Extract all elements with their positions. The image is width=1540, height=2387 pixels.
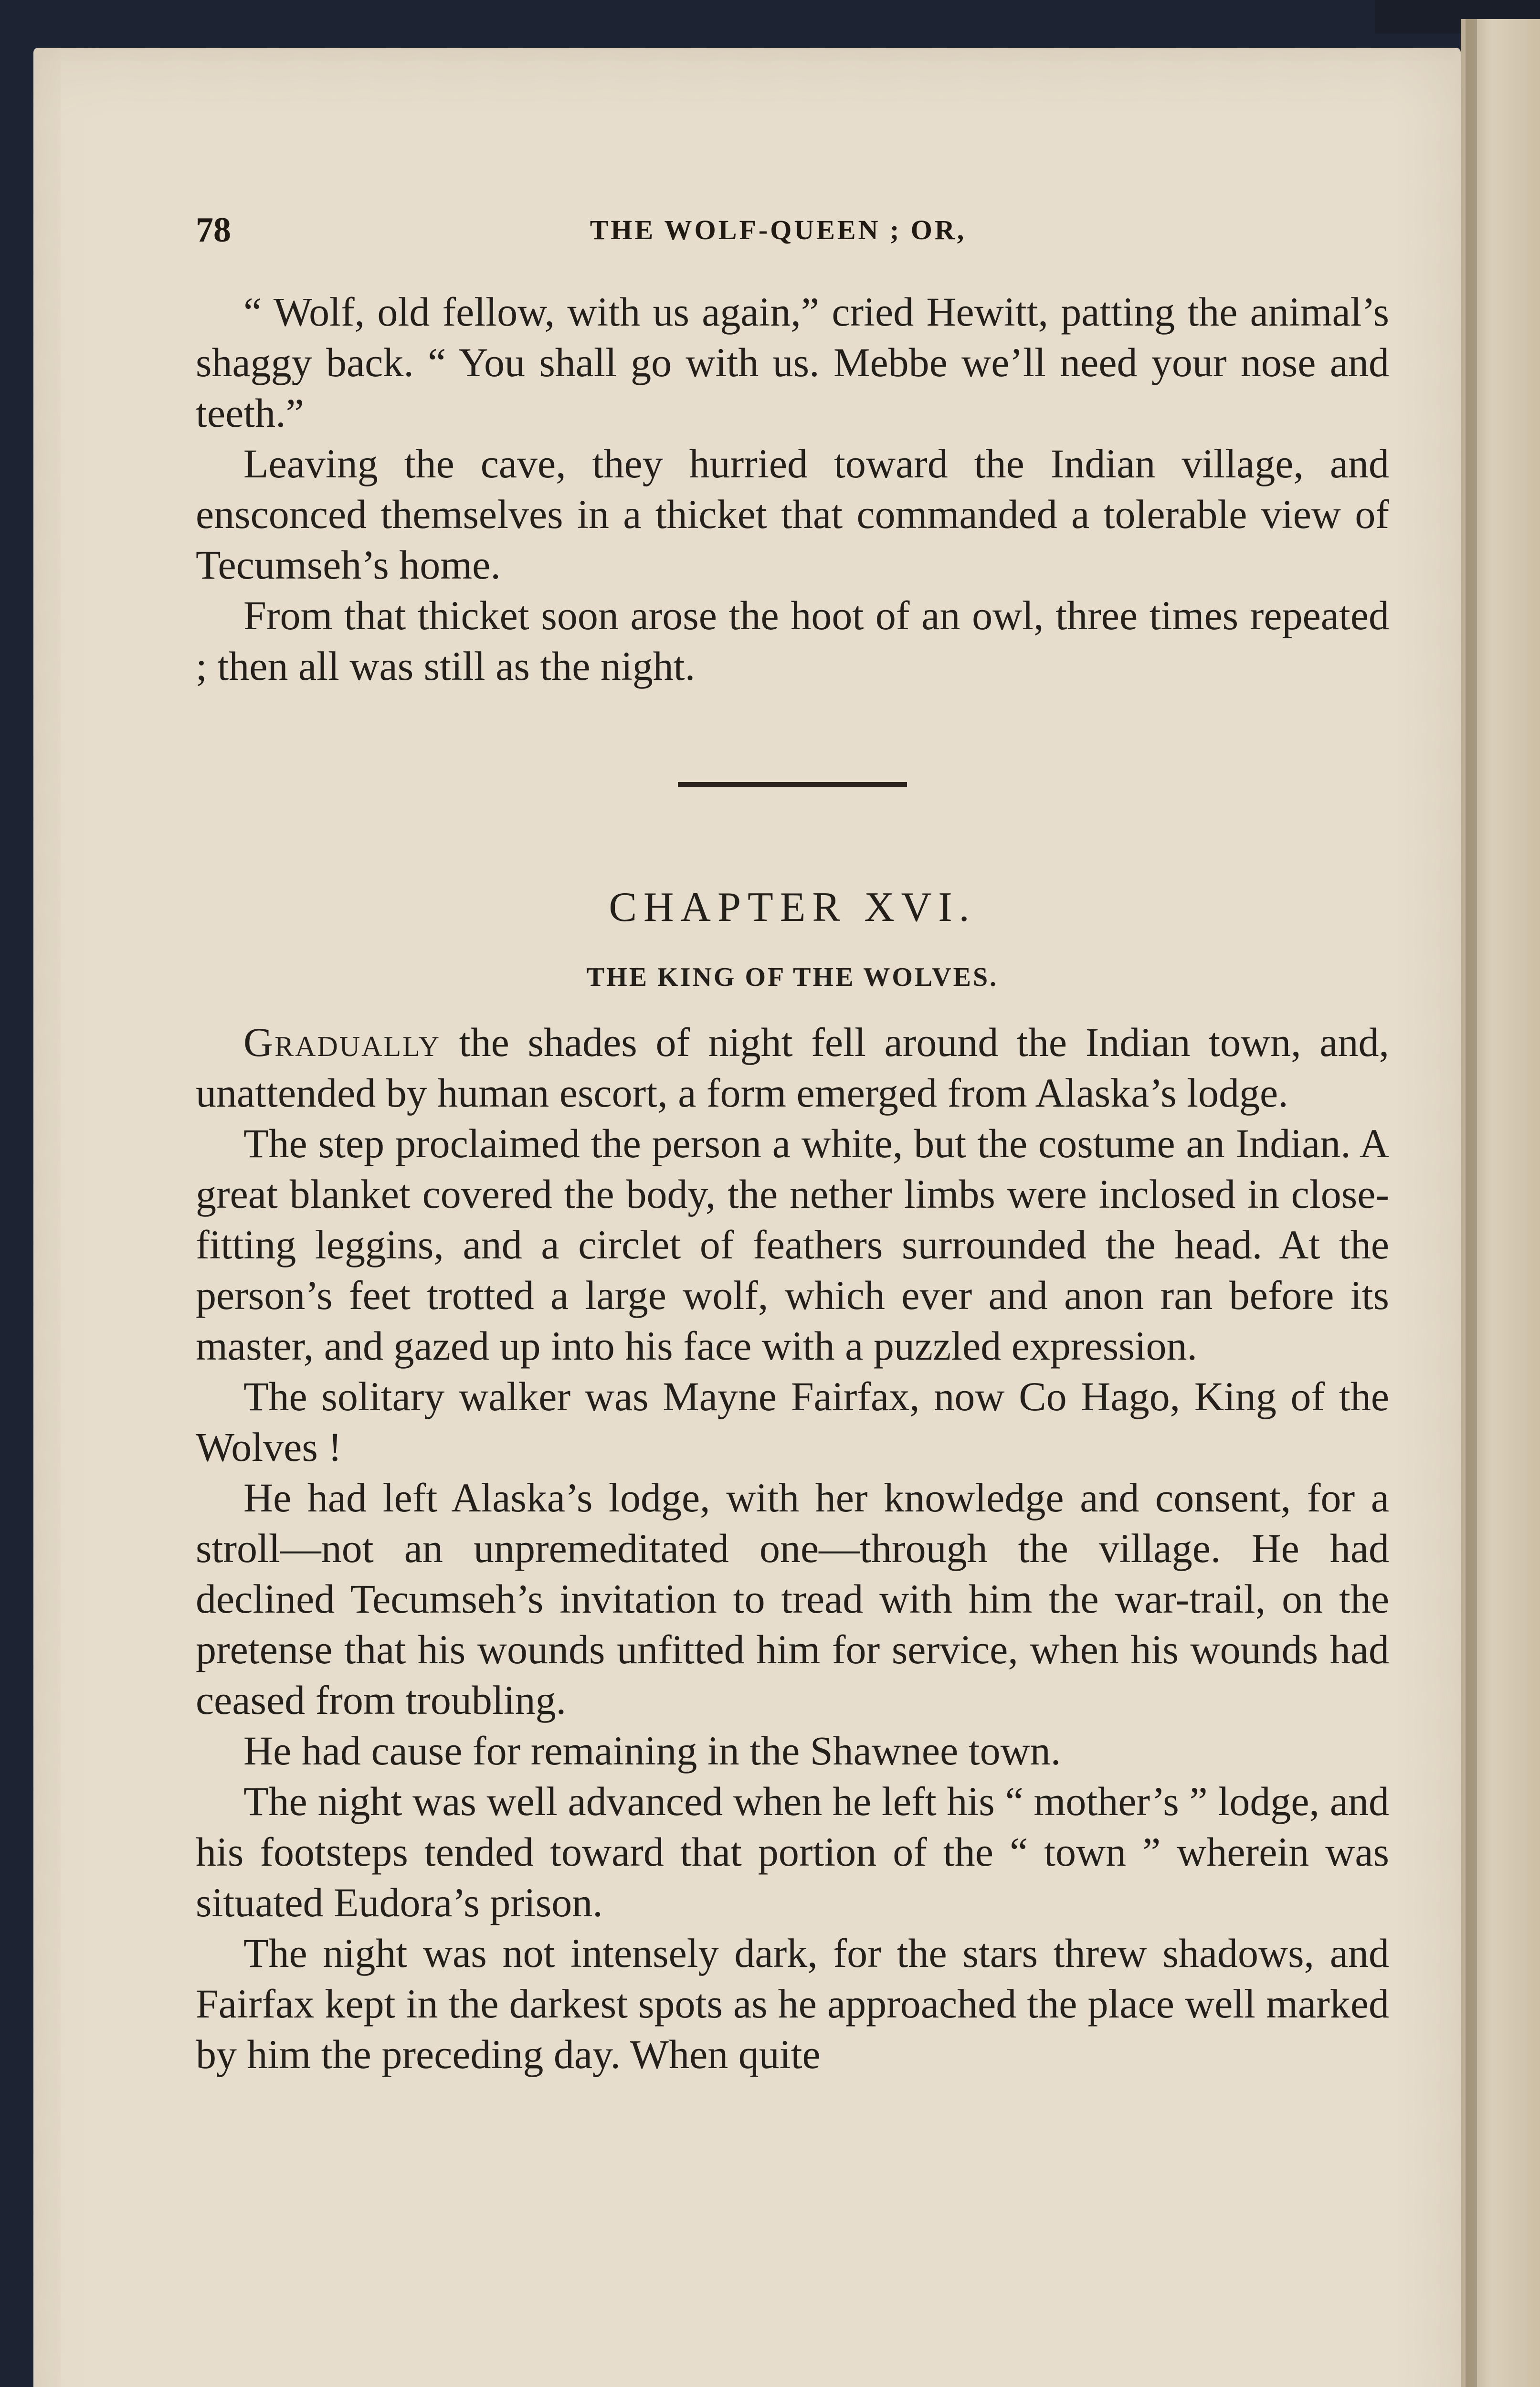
book-gutter-shadow: [1466, 19, 1477, 2387]
running-header: [158, 210, 1399, 253]
paragraph: The night was not intensely dark, for the stars threw shadows, and Fairfax kept in the darkest spots as he approached the place well marked by him the preceding day. When quite: [196, 1930, 1389, 2077]
running-title: THE WOLF-QUEEN ; OR,: [590, 214, 967, 245]
paragraph: [196, 1017, 1389, 1118]
drop-lead-word: Gradually: [243, 1019, 441, 1065]
paragraph: The step proclaimed the person a white, but the costume an Indian. A great blanket covered the body, the nether limbs were inclosed in close-fitting leggins, and a circlet of feathers surrounded the head. At the person’s feet trotted a large wolf, which ever and anon ran before its master, and gazed up into his face with a puzzled expression.: [196, 1120, 1389, 1369]
page-text: [196, 286, 1389, 2080]
page-number: 78: [196, 211, 231, 250]
chapter-heading: CHAPTER XVI.: [609, 884, 976, 930]
paragraph: The solitary walker was Mayne Fairfax, now Co Hago, King of the Wolves !: [196, 1373, 1389, 1470]
paragraph: “ Wolf, old fellow, with us again,” cried Hewitt, patting the animal’s shaggy back. “ You shall go with us. Mebbe we’ll need your nose and teeth.”: [196, 289, 1389, 436]
paragraph: Leaving the cave, they hurried toward the Indian village, and ensconced themselves in a thicket that commanded a tolerable view of Tecumseh’s home.: [196, 441, 1389, 588]
paragraph: From that thicket soon arose the hoot of an owl, three times repeated ; then all was still as the night.: [196, 592, 1389, 689]
chapter-title: THE KING OF THE WOLVES.: [586, 962, 999, 992]
paragraph-text: the shades of night fell around the Indian town, and, unattended by human escort, a form emerged from Alaska’s lodge.: [196, 1019, 1389, 1116]
paragraph: The night was well advanced when he left his “ mother’s ” lodge, and his footsteps tended toward that portion of the “ town ” wherein was situated Eudora’s prison.: [196, 1778, 1389, 1925]
section-divider: [678, 782, 907, 787]
paragraph: He had cause for remaining in the Shawnee town.: [243, 1728, 1061, 1774]
paragraph: He had left Alaska’s lodge, with her knowledge and consent, for a stroll—not an unpremeditated one—through the village. He had declined Tecumseh’s invitation to tread with him the war-trail, on the pretense that his wounds unfitted him for service, when his wounds had ceased from troubling.: [196, 1475, 1389, 1723]
